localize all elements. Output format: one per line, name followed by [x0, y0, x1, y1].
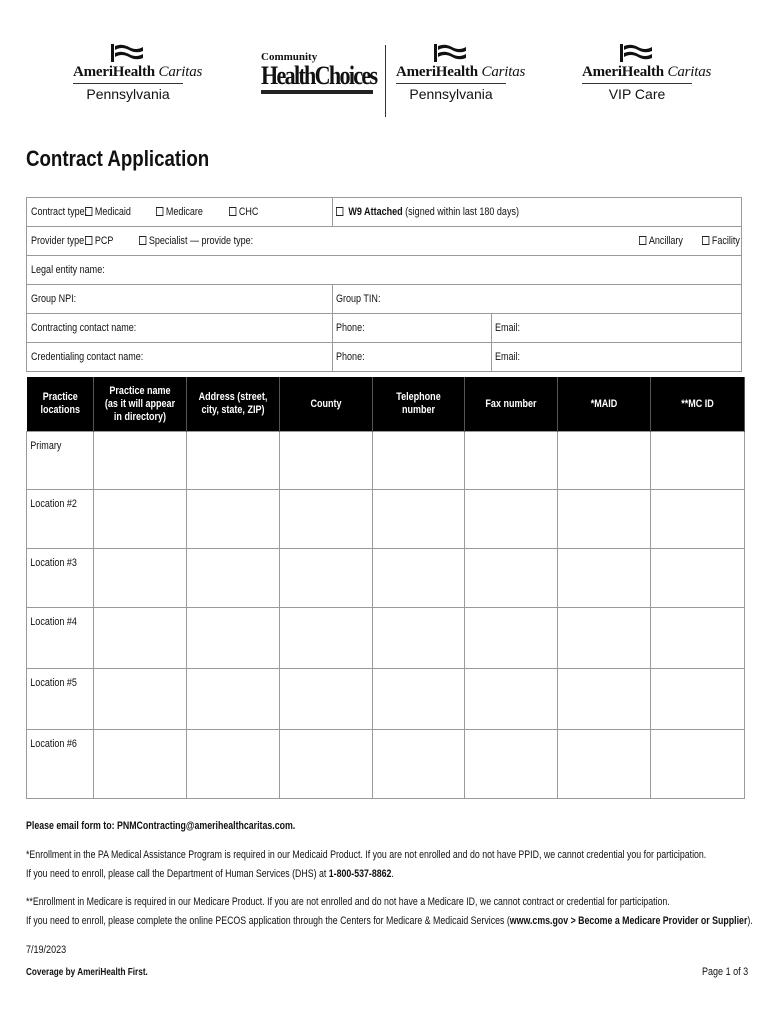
- provider-type-row: [26, 227, 742, 256]
- checkbox-icon[interactable]: [639, 236, 646, 245]
- practice-locations-table: [26, 377, 745, 799]
- flag-icon: [111, 44, 145, 62]
- group-tin-label: Group TIN:: [336, 293, 381, 305]
- checkbox-icon[interactable]: [336, 207, 343, 216]
- revision-date: 7/19/2023: [26, 944, 67, 956]
- table-cell[interactable]: [280, 608, 373, 669]
- amerihealth-caritas-vip-care-logo: [582, 44, 712, 102]
- specialist-option[interactable]: Specialist — provide type:: [139, 235, 253, 247]
- medicaid-note: *Enrollment in the PA Medical Assistance Program is required in our Medicaid Product. If you are not enrolled and do not have PPID, we cannot credential you for participation.: [26, 849, 707, 861]
- table-cell[interactable]: [558, 608, 651, 669]
- group-ids-row[interactable]: [26, 285, 742, 314]
- table-cell[interactable]: [187, 669, 280, 730]
- w9-attached-option[interactable]: W9 Attached (signed within last 180 days): [336, 206, 519, 218]
- table-cell[interactable]: [465, 608, 558, 669]
- row-label: Location #6: [30, 738, 77, 750]
- column-header: Telephone number: [373, 377, 465, 432]
- phone-label: Phone:: [336, 322, 365, 334]
- table-row: [27, 549, 745, 608]
- table-cell[interactable]: [94, 490, 187, 549]
- checkbox-icon[interactable]: [156, 207, 163, 216]
- column-header: Fax number: [465, 377, 558, 432]
- chc-option[interactable]: CHC: [229, 206, 258, 218]
- credentialing-contact-row[interactable]: [26, 343, 742, 372]
- table-cell[interactable]: [94, 608, 187, 669]
- checkbox-icon[interactable]: [85, 207, 92, 216]
- page-number: Page 1 of 3: [702, 966, 749, 978]
- table-cell[interactable]: [280, 549, 373, 608]
- table-row: [27, 608, 745, 669]
- provider-type-label: Provider type:: [31, 235, 87, 247]
- logo-subtitle: Pennsylvania: [409, 86, 493, 102]
- flag-icon: [620, 44, 654, 62]
- contracting-contact-label: Contracting contact name:: [31, 322, 137, 334]
- contract-type-row: [26, 197, 742, 227]
- table-row: [27, 490, 745, 549]
- table-cell[interactable]: [187, 432, 280, 490]
- column-header: County: [280, 377, 373, 432]
- row-label: Location #3: [30, 557, 77, 569]
- table-cell[interactable]: [280, 490, 373, 549]
- table-cell[interactable]: [465, 432, 558, 490]
- table-cell[interactable]: [187, 608, 280, 669]
- table-cell[interactable]: [558, 549, 651, 608]
- table-cell[interactable]: [94, 432, 187, 490]
- email-label: Email:: [495, 322, 521, 334]
- table-cell[interactable]: [280, 730, 373, 799]
- amerihealth-caritas-pennsylvania-logo: [73, 44, 203, 102]
- contracting-contact-row[interactable]: [26, 314, 742, 343]
- amerihealth-caritas-pennsylvania-logo-2: [396, 44, 526, 102]
- table-cell[interactable]: [558, 669, 651, 730]
- column-header: *MAID: [558, 377, 651, 432]
- table-header-row: [27, 377, 745, 432]
- table-cell[interactable]: [187, 549, 280, 608]
- logo-brand: AmeriHealth Caritas: [396, 64, 526, 80]
- legal-entity-row[interactable]: [26, 256, 742, 285]
- checkbox-icon[interactable]: [229, 207, 236, 216]
- table-cell[interactable]: [465, 730, 558, 799]
- table-cell[interactable]: [651, 432, 745, 490]
- table-cell[interactable]: [651, 608, 745, 669]
- email-instruction: Please email form to: PNMContracting@amerihealthcaritas.com.: [26, 820, 296, 832]
- logo-brand: AmeriHealth Caritas: [582, 64, 712, 80]
- table-cell[interactable]: [373, 730, 465, 799]
- row-label: Primary: [30, 440, 62, 452]
- community-healthchoices-logo: Community HealthChoices: [261, 52, 375, 94]
- table-cell[interactable]: [187, 490, 280, 549]
- contract-type-label: Contract type:: [31, 206, 88, 218]
- column-header: Practice locations: [27, 377, 94, 432]
- checkbox-icon[interactable]: [85, 236, 92, 245]
- table-row: [27, 730, 745, 799]
- table-cell[interactable]: [651, 490, 745, 549]
- row-label: Location #4: [30, 616, 77, 628]
- table-cell[interactable]: [94, 549, 187, 608]
- table-cell[interactable]: [465, 669, 558, 730]
- logo-subtitle: Pennsylvania: [86, 86, 170, 102]
- table-cell[interactable]: [280, 432, 373, 490]
- table-cell[interactable]: [651, 730, 745, 799]
- row-label: Location #2: [30, 498, 77, 510]
- checkbox-icon[interactable]: [702, 236, 709, 245]
- table-cell[interactable]: [373, 608, 465, 669]
- medicare-note: **Enrollment in Medicare is required in our Medicare Product. If you are not enrolled and do not have a Medicare ID, we cannot contract or credential for participation.: [26, 896, 670, 908]
- email-label: Email:: [495, 351, 521, 363]
- table-cell[interactable]: [187, 730, 280, 799]
- flag-icon: [434, 44, 468, 62]
- logo-brand: AmeriHealth Caritas: [73, 64, 203, 80]
- table-row: [27, 432, 745, 490]
- contract-form: [26, 197, 742, 372]
- column-header: Address (street, city, state, ZIP): [187, 377, 280, 432]
- group-npi-label: Group NPI:: [31, 293, 77, 305]
- table-cell[interactable]: [373, 669, 465, 730]
- checkbox-icon[interactable]: [139, 236, 146, 245]
- column-header: Practice name (as it will appear in directory): [94, 377, 187, 432]
- table-cell[interactable]: [280, 669, 373, 730]
- ancillary-option[interactable]: Ancillary: [639, 235, 683, 247]
- page-title: Contract Application: [26, 146, 210, 171]
- table-cell[interactable]: [651, 549, 745, 608]
- pcp-option[interactable]: PCP: [85, 235, 113, 247]
- logo-subtitle: VIP Care: [608, 86, 666, 102]
- table-cell[interactable]: [558, 490, 651, 549]
- legal-entity-label: Legal entity name:: [31, 264, 105, 276]
- facility-option[interactable]: Facility: [702, 235, 740, 247]
- table-cell[interactable]: [558, 730, 651, 799]
- footer-tagline: Coverage by AmeriHealth First.: [26, 967, 148, 978]
- phone-label: Phone:: [336, 351, 365, 363]
- logo-divider: [385, 45, 386, 117]
- table-cell[interactable]: [373, 432, 465, 490]
- table-cell[interactable]: [651, 669, 745, 730]
- table-cell[interactable]: [94, 669, 187, 730]
- column-header: **MC ID: [651, 377, 745, 432]
- credentialing-contact-label: Credentialing contact name:: [31, 351, 144, 363]
- medicare-enroll-note: If you need to enroll, please complete the online PECOS application through the Centers for Medicare & Medicaid Services (www.cms.gov > Become a Medicare Provider or Supplier).: [26, 915, 753, 927]
- table-cell[interactable]: [465, 549, 558, 608]
- medicaid-enroll-note: If you need to enroll, please call the Department of Human Services (DHS) at 1-800-537-8862.: [26, 868, 394, 880]
- medicare-option[interactable]: Medicare: [156, 206, 203, 218]
- row-label: Location #5: [30, 677, 77, 689]
- medicaid-option[interactable]: Medicaid: [85, 206, 131, 218]
- table-row: [27, 669, 745, 730]
- table-cell[interactable]: [373, 490, 465, 549]
- table-cell[interactable]: [558, 432, 651, 490]
- table-cell[interactable]: [465, 490, 558, 549]
- table-cell[interactable]: [94, 730, 187, 799]
- table-cell[interactable]: [373, 549, 465, 608]
